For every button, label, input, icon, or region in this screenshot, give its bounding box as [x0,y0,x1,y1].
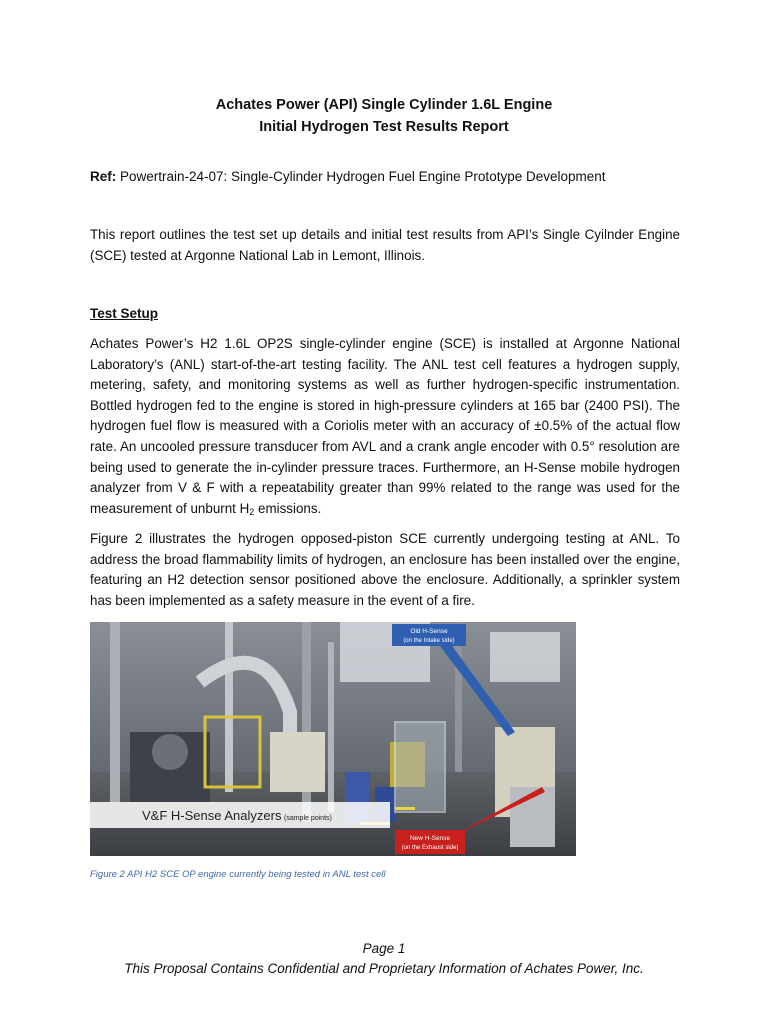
report-title-line1: Achates Power (API) Single Cylinder 1.6L Engine [215,97,553,113]
footer-page-number: Page 1 [362,941,406,956]
footer-confidentiality-notice: This Proposal Contains Confidential and Proprietary Information of Achates Power, Inc. [124,961,644,976]
analyzers-banner-note: (sample points) [284,815,332,822]
new-h-sense-label-1: New H-Sense [409,835,451,842]
reference-text: Powertrain-24-07: Single-Cylinder Hydrogen Fuel Engine Prototype Development [116,169,606,184]
section-heading-test-setup: Test Setup [90,306,159,321]
report-title-line2: Initial Hydrogen Test Results Report [259,119,509,135]
test-setup-paragraph-2: Figure 2 illustrates the hydrogen opposed-piston SCE currently undergoing testing at ANL. To address the broad flammability limits of hydrogen, an enclosure has been installed over the engine, featuring an H2 detection sensor positioned above the enclosure. Additionally, a sprinkler system has been implemented as a safety measure in the event of a fire. [90,531,680,608]
reference-label: Ref: [90,169,117,184]
para1-main-text: Achates Power’s H2 1.6L OP2S single-cylinder engine (SCE) is installed at Argonne National Laboratory’s (ANL) start-of-the-art testing facility. The ANL test cell features a hydrogen supply, metering, safety, and monitoring systems as well as further hydrogen-specific instrumentation. Bottled hydrogen fed to the engine is stored in high-pressure cylinders at 165 bar (2400 PSI). The hydrogen fuel flow is measured with a Coriolis meter with an accuracy of ±0.5% of the actual flow rate. An uncooled pressure transducer from AVL and a crank angle encoder with 0.5° resolution are being used to generate the in-cylinder pressure traces. Furthermore, an H-Sense mobile hydrogen analyzer from V & F with a repeatability greater than 99% related to the range was used for the measurement of unburnt H [90,336,680,516]
new-h-sense-label-2: (on the Exhaust side) [401,845,459,851]
photo-illustration [90,622,576,856]
para1-subscript: 2 [249,506,255,517]
test-setup-paragraph-1 [90,334,680,522]
analyzers-banner-title: V&F H-Sense Analyzers [142,808,282,823]
para1-end-text: emissions. [254,500,322,516]
reference-line [90,167,690,187]
figure-caption: Figure 2 API H2 SCE OP engine currently being tested in ANL test cell [90,869,386,880]
intro-paragraph: This report outlines the test set up details and initial test results from API’s Single Cyilnder Engine (SCE) tested at Argonne National Lab in Lemont, Illinois. [90,227,680,263]
old-h-sense-label-1: Old H-Sense [410,628,448,635]
old-h-sense-label-2: (on the Intake side) [403,638,455,644]
engine-test-cell-photo [90,622,576,856]
